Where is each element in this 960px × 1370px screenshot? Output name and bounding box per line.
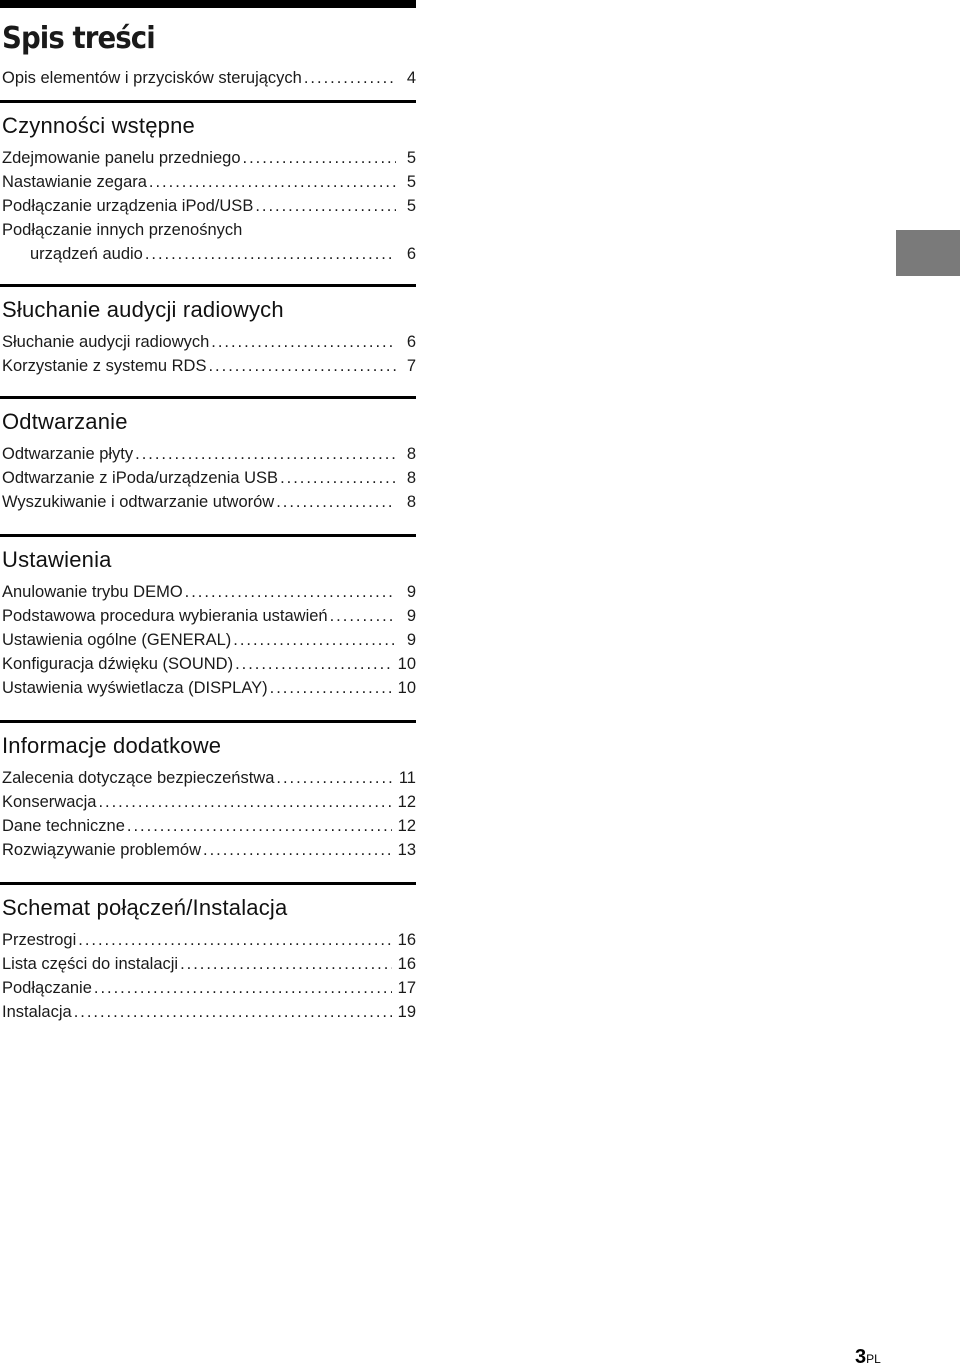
toc-entry-page: 9 xyxy=(406,583,416,601)
dot-leader xyxy=(127,814,392,838)
section-heading: Odtwarzanie xyxy=(2,409,128,434)
dot-leader xyxy=(304,66,396,90)
chapter-side-tab xyxy=(896,230,960,276)
toc-entry[interactable] xyxy=(0,838,416,862)
toc-entry-page: 12 xyxy=(397,793,416,811)
dot-leader xyxy=(233,628,396,652)
section-rule xyxy=(0,100,416,103)
toc-entry[interactable] xyxy=(0,466,416,490)
toc-entry-page: 4 xyxy=(406,69,416,87)
toc-entry[interactable] xyxy=(0,676,416,700)
toc-entry[interactable] xyxy=(0,442,416,466)
toc-entry-multiline[interactable] xyxy=(0,218,416,266)
toc-entry-page: 16 xyxy=(397,955,416,973)
toc-entry-label: Konserwacja xyxy=(2,793,97,811)
dot-leader xyxy=(203,838,392,862)
toc-entry-first-line xyxy=(0,218,416,242)
toc-entry-label: urządzeń audio xyxy=(30,245,143,263)
toc-entry-page: 9 xyxy=(406,631,416,649)
section-rule xyxy=(0,720,416,723)
section-czynnosci-wstepne xyxy=(0,100,416,266)
toc-entry[interactable] xyxy=(0,766,416,790)
toc-entry-label: Odtwarzanie płyty xyxy=(2,445,134,463)
toc-entry[interactable] xyxy=(0,952,416,976)
toc-entry-label: Podstawowa procedura wybierania ustawień xyxy=(2,607,328,625)
toc-entry[interactable] xyxy=(0,604,416,628)
toc-entry-label: Podłączanie xyxy=(2,979,92,997)
toc-entry-page: 8 xyxy=(406,445,416,463)
toc-entry-label: Odtwarzanie z iPoda/urządzenia USB xyxy=(2,469,279,487)
dot-leader xyxy=(211,330,396,354)
toc-entry-page: 8 xyxy=(406,493,416,511)
toc-entry-page: 13 xyxy=(397,841,416,859)
toc-entry-page: 10 xyxy=(397,679,416,697)
toc-entry-label: Instalacja xyxy=(2,1003,72,1021)
section-heading: Czynności wstępne xyxy=(2,113,195,138)
toc-entry-label-line1: Podłączanie innych przenośnych xyxy=(2,221,243,239)
toc-entry-label: Korzystanie z systemu RDS xyxy=(2,357,207,375)
section-schemat-polaczen xyxy=(0,882,416,1024)
section-heading: Słuchanie audycji radiowych xyxy=(2,297,284,322)
toc-entry-label: Dane techniczne xyxy=(2,817,125,835)
dot-leader xyxy=(270,676,392,700)
toc-entry[interactable] xyxy=(0,66,416,90)
toc-entry-label: Przestrogi xyxy=(2,931,77,949)
dot-leader xyxy=(98,790,391,814)
toc-entry-page: 10 xyxy=(397,655,416,673)
dot-leader xyxy=(280,466,396,490)
toc-entry-label: Lista części do instalacji xyxy=(2,955,179,973)
page-number xyxy=(855,1346,881,1369)
toc-entry[interactable] xyxy=(0,790,416,814)
toc-entry-page: 19 xyxy=(397,1003,416,1021)
toc-entry-label: Ustawienia wyświetlacza (DISPLAY) xyxy=(2,679,268,697)
toc-entry-page: 6 xyxy=(406,245,416,263)
section-rule xyxy=(0,534,416,537)
toc-entry[interactable] xyxy=(0,354,416,378)
dot-leader xyxy=(145,242,396,266)
section-rule xyxy=(0,882,416,885)
toc-entry[interactable] xyxy=(0,330,416,354)
dot-leader xyxy=(243,146,397,170)
toc-entry-page: 7 xyxy=(406,357,416,375)
table-of-contents xyxy=(0,0,416,1024)
toc-entry[interactable] xyxy=(0,490,416,514)
toc-entry[interactable] xyxy=(0,146,416,170)
toc-entry[interactable] xyxy=(0,1000,416,1024)
toc-entry-page: 11 xyxy=(398,769,416,787)
section-ustawienia xyxy=(0,534,416,700)
toc-entry-page: 16 xyxy=(397,931,416,949)
toc-entry-page: 12 xyxy=(397,817,416,835)
section-informacje-dodatkowe xyxy=(0,720,416,862)
dot-leader xyxy=(94,976,392,1000)
toc-entry[interactable] xyxy=(0,628,416,652)
toc-entry-label: Nastawianie zegara xyxy=(2,173,147,191)
dot-leader xyxy=(276,490,396,514)
dot-leader xyxy=(330,604,396,628)
section-sluchanie-audycji xyxy=(0,284,416,378)
toc-entry-label: Podłączanie urządzenia iPod/USB xyxy=(2,197,254,215)
dot-leader xyxy=(255,194,396,218)
dot-leader xyxy=(185,580,396,604)
toc-entry-label: Wyszukiwanie i odtwarzanie utworów xyxy=(2,493,275,511)
dot-leader xyxy=(276,766,392,790)
section-heading: Schemat połączeń/Instalacja xyxy=(2,895,288,920)
section-rule xyxy=(0,284,416,287)
intro-entries xyxy=(0,66,416,90)
toc-entry[interactable] xyxy=(0,652,416,676)
dot-leader xyxy=(149,170,396,194)
toc-entry-page: 8 xyxy=(406,469,416,487)
page-title: Spis treści xyxy=(2,21,155,56)
toc-entry-label: Rozwiązywanie problemów xyxy=(2,841,201,859)
section-heading: Ustawienia xyxy=(2,547,112,572)
toc-entry-second-line xyxy=(0,242,416,266)
toc-entry-label: Konfiguracja dźwięku (SOUND) xyxy=(2,655,234,673)
toc-entry-page: 5 xyxy=(406,173,416,191)
toc-entry-label: Zdejmowanie panelu przedniego xyxy=(2,149,241,167)
section-odtwarzanie xyxy=(0,396,416,514)
toc-entry[interactable] xyxy=(0,976,416,1000)
toc-entry[interactable] xyxy=(0,170,416,194)
language-suffix: PL xyxy=(866,1352,881,1366)
section-heading: Informacje dodatkowe xyxy=(2,733,222,758)
dot-leader xyxy=(78,928,391,952)
toc-entry-label: Anulowanie trybu DEMO xyxy=(2,583,183,601)
top-rule xyxy=(0,0,416,8)
dot-leader xyxy=(180,952,392,976)
dot-leader xyxy=(135,442,396,466)
dot-leader xyxy=(235,652,392,676)
toc-entry-page: 17 xyxy=(397,979,416,997)
toc-entry-label: Zalecenia dotyczące bezpieczeństwa xyxy=(2,769,275,787)
toc-entry-page: 5 xyxy=(406,197,416,215)
toc-entry[interactable] xyxy=(0,814,416,838)
toc-entry-label: Słuchanie audycji radiowych xyxy=(2,333,210,351)
toc-entry-page: 9 xyxy=(406,607,416,625)
toc-entry[interactable] xyxy=(0,194,416,218)
toc-entry[interactable] xyxy=(0,580,416,604)
toc-entry-label: Opis elementów i przycisków sterujących xyxy=(2,69,302,87)
dot-leader xyxy=(208,354,396,378)
page-number-value: 3 xyxy=(855,1346,867,1368)
toc-entry-page: 6 xyxy=(406,333,416,351)
toc-entry-label: Ustawienia ogólne (GENERAL) xyxy=(2,631,232,649)
toc-entry[interactable] xyxy=(0,928,416,952)
section-rule xyxy=(0,396,416,399)
toc-entry-page: 5 xyxy=(406,149,416,167)
dot-leader xyxy=(74,1000,392,1024)
